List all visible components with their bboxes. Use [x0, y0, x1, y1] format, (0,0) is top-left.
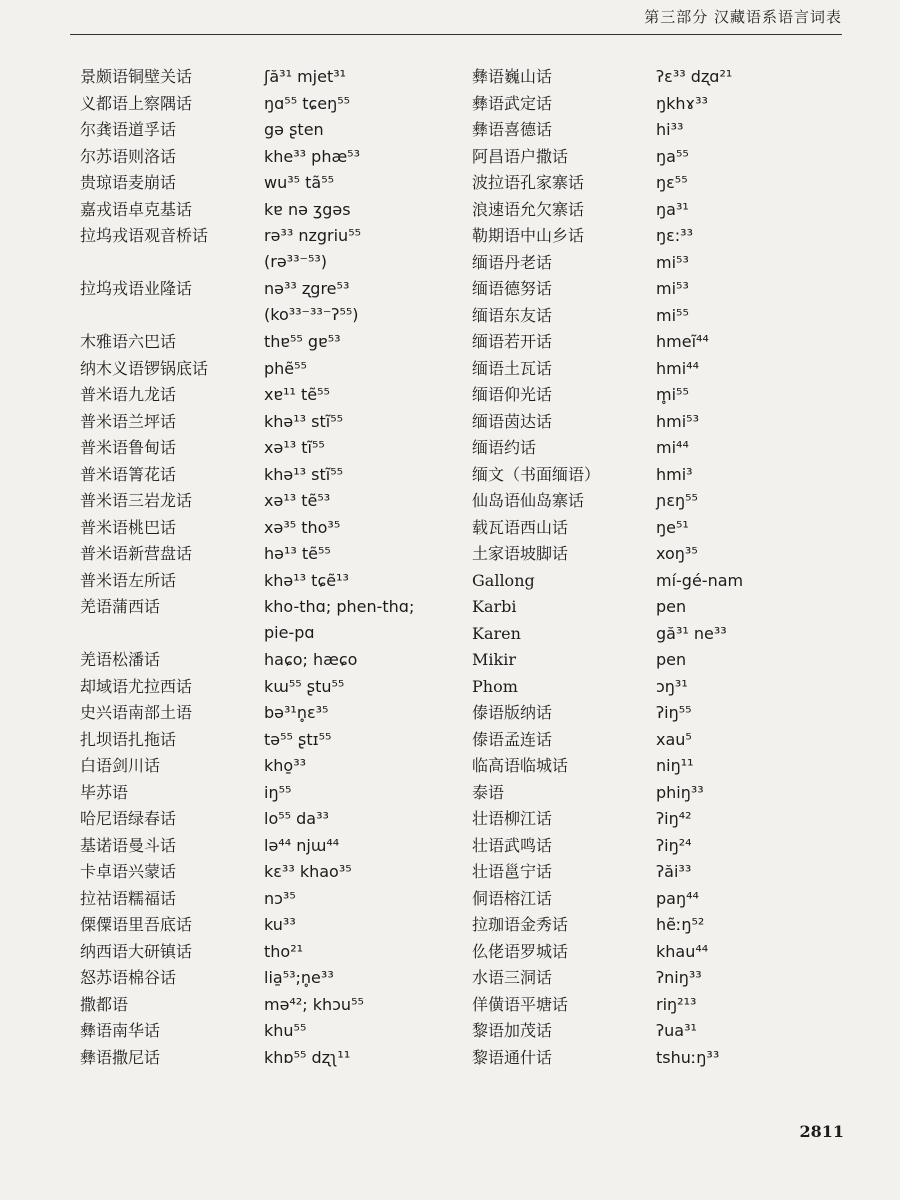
word-form: ʔăi³³: [656, 862, 692, 881]
language-name: 普米语兰坪话: [80, 411, 177, 431]
word-form: xə¹³ tẽ⁵³: [264, 491, 331, 510]
language-name: 扎坝语扎拖话: [80, 729, 177, 749]
language-name: 卡卓语兴蒙话: [80, 862, 177, 881]
language-name: 尔龚语道孚话: [80, 120, 177, 139]
language-name: Mikir: [472, 650, 516, 669]
word-form: m̥i⁵⁵: [656, 385, 689, 404]
word-form-continuation: pie-pɑ: [264, 623, 315, 642]
word-form: khau⁴⁴: [656, 941, 709, 961]
word-form: ŋɛ:³³: [656, 226, 694, 245]
language-name: 黎语加茂话: [472, 1021, 553, 1040]
word-form: thɐ⁵⁵ gɐ⁵³: [264, 332, 341, 351]
word-form: pen: [656, 650, 687, 669]
language-name: 却域语尤拉西话: [80, 676, 193, 696]
language-name: 史兴语南部土语: [80, 703, 193, 722]
language-name: 壮语武鸣话: [472, 835, 553, 855]
language-name: 水语三洞话: [472, 968, 553, 987]
word-form: tə⁵⁵ ʂtɪ⁵⁵: [264, 729, 332, 749]
word-form: ʔɛ³³ dʐɑ²¹: [656, 67, 733, 86]
language-name: 基诺语曼斗话: [80, 835, 177, 855]
word-form: ku³³: [264, 915, 296, 934]
language-name: 普米语三岩龙话: [80, 491, 193, 510]
language-name: 黎语通什话: [472, 1047, 553, 1067]
language-name: 佯僙语平塘话: [472, 994, 569, 1014]
language-name: 波拉语孔家寨话: [472, 173, 585, 192]
word-form: kho-thɑ; phen-thɑ;: [264, 597, 415, 616]
word-form: tho²¹: [264, 941, 304, 961]
word-form: kɛ³³ khao³⁵: [264, 862, 352, 881]
language-name: 傣语孟连话: [472, 729, 553, 749]
word-form: khə¹³ tɕẽ¹³: [264, 570, 349, 590]
language-name: 彝语巍山话: [472, 67, 553, 86]
word-form: kɯ⁵⁵ ʂtu⁵⁵: [264, 676, 345, 696]
word-form: paŋ⁴⁴: [656, 888, 699, 908]
language-name: 普米语鲁甸话: [80, 438, 177, 457]
word-form: mi⁵⁵: [656, 305, 689, 325]
word-form: iŋ⁵⁵: [264, 782, 292, 802]
language-name: 普米语新营盘话: [80, 544, 193, 563]
word-form: ɲɛŋ⁵⁵: [656, 491, 698, 510]
language-name: 白语剑川话: [80, 756, 161, 775]
language-name: 阿昌语户撒话: [472, 146, 569, 166]
word-form: mí-gé-nam: [656, 570, 744, 590]
word-form: ŋa³¹: [656, 199, 689, 219]
word-form: ŋɛ⁵⁵: [656, 173, 688, 192]
word-form: ŋkhɤ³³: [656, 93, 708, 113]
word-form: xɐ¹¹ tẽ⁵⁵: [264, 385, 330, 404]
language-name: 毕苏语: [80, 782, 129, 802]
language-name: 侗语榕江话: [472, 888, 553, 908]
word-form: riŋ²¹³: [656, 994, 697, 1014]
word-form: ʔua³¹: [656, 1021, 697, 1040]
word-form: ŋa⁵⁵: [656, 146, 689, 166]
language-name: 撒都语: [80, 994, 129, 1014]
word-form: hi³³: [656, 120, 684, 139]
word-form: khɒ⁵⁵ dʐʅ¹¹: [264, 1047, 351, 1067]
language-name: 彝语喜德话: [472, 120, 553, 139]
word-form: gə ʂten: [264, 120, 324, 139]
language-name: 尔苏语则洛话: [80, 146, 177, 166]
word-form: rə³³ nzgriu⁵⁵: [264, 226, 362, 245]
language-name: 景颇语铜壁关话: [80, 67, 193, 86]
language-name: 拉坞戎语业隆话: [80, 279, 193, 298]
language-name: 彝语撒尼话: [80, 1047, 161, 1067]
word-form: nə³³ ʐgre⁵³: [264, 279, 350, 298]
word-form: ŋɑ⁵⁵ tɕeŋ⁵⁵: [264, 93, 351, 113]
word-form: hmi⁴⁴: [656, 358, 699, 378]
word-form: hə¹³ tẽ⁵⁵: [264, 544, 331, 563]
language-name: 浪速语允欠寨话: [472, 199, 585, 219]
word-form: phiŋ³³: [656, 782, 704, 802]
language-name: 彝语武定话: [472, 93, 553, 113]
language-name: 缅语仰光话: [472, 385, 553, 404]
word-form: ʔniŋ³³: [656, 968, 702, 987]
word-form: kɐ nə ʒgəs: [264, 199, 351, 219]
language-name: 缅语东友话: [472, 305, 553, 325]
word-form: nɔ³⁵: [264, 888, 296, 908]
word-form: gă³¹ ne³³: [656, 623, 727, 643]
page-number: 2811: [799, 1122, 844, 1141]
language-name: 缅语丹老话: [472, 252, 553, 272]
language-name: 彝语南华话: [80, 1021, 161, 1040]
language-name: 羌语松潘话: [80, 650, 161, 669]
language-name: 壮语邕宁话: [472, 862, 553, 881]
language-name: 缅语约话: [472, 438, 537, 457]
language-name: 纳木义语锣锅底话: [80, 358, 209, 378]
word-form: ʔiŋ²⁴: [656, 835, 692, 855]
word-form: lia̱⁵³;n̥e³³: [264, 968, 334, 987]
language-name: 哈尼语绿春话: [80, 809, 177, 828]
language-name: 缅文（书面缅语）: [472, 464, 601, 484]
word-form: xə³⁵ tho³⁵: [264, 517, 341, 537]
word-form: kho̱³³: [264, 756, 307, 775]
language-name: 普米语箐花话: [80, 464, 177, 484]
language-name: 木雅语六巴话: [80, 332, 177, 351]
language-name: 拉珈语金秀话: [472, 915, 569, 934]
word-form: mi⁴⁴: [656, 438, 689, 457]
language-name: 普米语九龙话: [80, 385, 177, 404]
word-form: khu⁵⁵: [264, 1021, 307, 1040]
language-name: Phom: [472, 676, 518, 696]
language-name: 拉坞戎语观音桥话: [80, 226, 209, 245]
language-name: 拉祜语糯福话: [80, 888, 177, 908]
word-form: lə⁴⁴ njɯ⁴⁴: [264, 835, 340, 855]
word-form: ʔiŋ⁴²: [656, 809, 692, 828]
word-form: khə¹³ stĩ⁵⁵: [264, 411, 344, 431]
language-name: 贵琼语麦崩话: [80, 173, 177, 192]
language-name: 缅语土瓦话: [472, 358, 553, 378]
word-form: tshuːŋ³³: [656, 1047, 720, 1067]
word-form: khə¹³ stĩ⁵⁵: [264, 464, 344, 484]
language-name: 纳西语大研镇话: [80, 941, 193, 961]
language-name: Karen: [472, 623, 521, 643]
word-form: phẽ⁵⁵: [264, 358, 307, 378]
word-form: mi⁵³: [656, 252, 689, 272]
word-form: pen: [656, 597, 687, 616]
word-form: hmi⁵³: [656, 411, 699, 431]
language-name: Gallong: [472, 570, 535, 590]
language-name: 仙岛语仙岛寨话: [472, 491, 585, 510]
word-form-continuation: (rə³³⁻⁵³): [264, 252, 328, 271]
language-name: 傣语版纳话: [472, 703, 553, 722]
language-name: 义都语上察隅话: [80, 93, 193, 113]
word-form: ɔŋ³¹: [656, 676, 688, 696]
word-form: haɕo; hæɕo: [264, 650, 358, 669]
language-name: 羌语蒲西话: [80, 597, 161, 616]
word-form: wu³⁵ tã⁵⁵: [264, 173, 335, 192]
running-header: 第三部分 汉藏语系语言词表: [644, 8, 842, 26]
word-form: hmi³: [656, 464, 693, 484]
language-name: 缅语茵达话: [472, 411, 553, 431]
word-form: hmeĩ⁴⁴: [656, 332, 709, 351]
header-rule: [70, 34, 842, 35]
word-form: niŋ¹¹: [656, 756, 694, 775]
word-form: ŋe⁵¹: [656, 517, 689, 537]
word-form: ʔiŋ⁵⁵: [656, 703, 692, 722]
word-form-continuation: (ko³³⁻³³⁻ʔ⁵⁵): [264, 305, 359, 324]
word-form: ʃă³¹ mjet³¹: [264, 67, 347, 86]
language-name: Karbi: [472, 597, 517, 616]
language-name: 仫佬语罗城话: [472, 941, 569, 961]
word-form: lo⁵⁵ da³³: [264, 809, 329, 828]
language-name: 缅语若开话: [472, 332, 553, 351]
language-name: 怒苏语棉谷话: [80, 968, 177, 987]
word-form: khe³³ phæ⁵³: [264, 146, 360, 166]
word-form: mi⁵³: [656, 279, 689, 298]
language-name: 傈僳语里吾底话: [80, 915, 193, 934]
language-name: 缅语德努话: [472, 279, 553, 298]
word-form: xau⁵: [656, 729, 692, 749]
language-name: 壮语柳江话: [472, 809, 553, 828]
word-form: bə³¹n̥ɛ³⁵: [264, 703, 329, 722]
language-name: 嘉戎语卓克基话: [80, 199, 193, 219]
language-name: 普米语桃巴话: [80, 517, 177, 537]
word-form: xoŋ³⁵: [656, 544, 698, 563]
language-name: 临高语临城话: [472, 756, 569, 775]
language-name: 普米语左所话: [80, 570, 177, 590]
language-name: 勒期语中山乡话: [472, 226, 585, 245]
language-name: 载瓦语西山话: [472, 517, 569, 537]
word-form: mə⁴²; khɔu⁵⁵: [264, 994, 364, 1014]
word-form: hẽːŋ⁵²: [656, 915, 705, 934]
word-form: xə¹³ tĩ⁵⁵: [264, 438, 325, 457]
language-name: 泰语: [472, 782, 505, 802]
language-name: 土家语坡脚话: [472, 544, 569, 563]
